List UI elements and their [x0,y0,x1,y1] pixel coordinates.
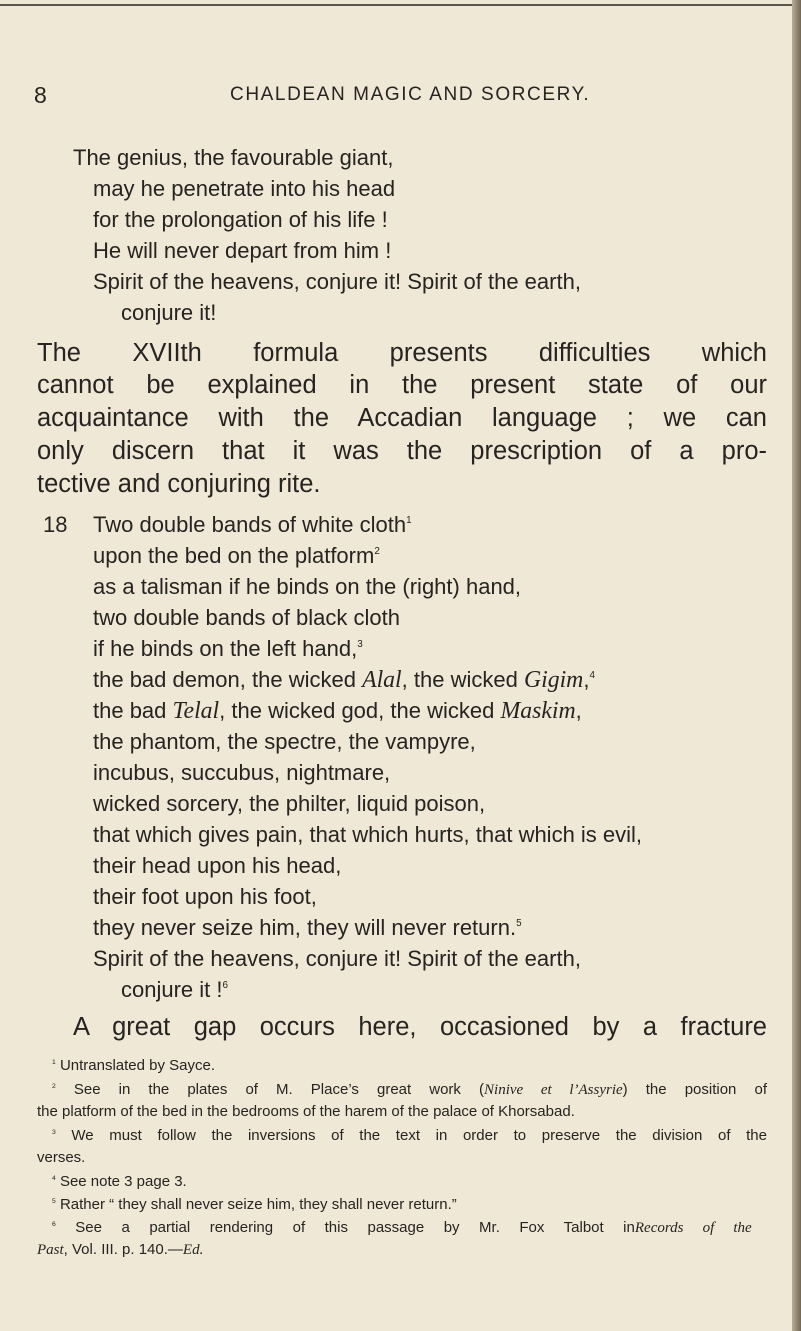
footnote-ref: 1 [406,515,412,527]
footnote: $^3$ We must follow the inversions of the text in order to preserve the division of the [52,1127,767,1144]
footnote-continued: Past, Vol. III. p. 140.—Ed. [37,1241,204,1258]
verse-line: their head upon his head, [93,853,342,878]
verse-line: the phantom, the spectre, the vampyre, [93,729,476,754]
verse-line: incubus, succubus, nightmare, [93,760,391,785]
verse-line: wicked sorcery, the philter, liquid poison, [93,791,486,816]
footnote-ref: 6 [222,980,228,992]
footnote: $^4$ See note 3 page 3. [52,1173,187,1190]
verse-line: upon the bed on the platform$^2$ [93,543,380,568]
verse-line: Spirit of the heavens, conjure it! Spirit of the earth, [93,269,581,294]
page-edge [792,0,801,1331]
verse-line: as a talisman if he binds on the (right) hand, [93,574,522,599]
page-number: 8 [34,82,47,108]
footnote-continued: the platform of the bed in the bedrooms of the harem of the palace of Khorsabad. [37,1103,575,1120]
verse-line: for the prolongation of his life ! [93,207,388,232]
footnote-ref: 2 [374,546,380,558]
verse-line: they never seize him, they will never return.$^5$ [93,915,522,940]
footnote: $^6$ See a partial rendering of this passage by Mr. Fox Talbot inRecords of the [52,1219,752,1236]
paragraph-line: only discern that it was the prescription of a pro- [37,437,767,465]
verse-line: Two double bands of white cloth$^1$ [93,512,412,537]
closing-paragraph-line: A great gap occurs here, occasioned by a fracture [73,1013,767,1041]
verse-line: conjure it! [121,300,217,325]
footnote-ref: 3 [357,639,363,651]
paragraph-line: tective and conjuring rite. [37,470,321,498]
top-rule [0,4,801,6]
demon-name: Gigim [523,667,584,693]
footnote: $^1$ Untranslated by Sayce. [52,1057,216,1074]
verse-line: Spirit of the heavens, conjure it! Spirit of the earth, [93,946,581,971]
running-title: CHALDEAN MAGIC AND SORCERY. [230,84,591,105]
verse-line: The genius, the favourable giant, [73,145,394,170]
demon-name: Alal [362,667,402,693]
verse-line: conjure it !$^6$ [121,977,228,1002]
verse-line: He will never depart from him ! [93,238,392,263]
verse-line: two double bands of black cloth [93,605,400,630]
footnote: $^5$ Rather “ they shall never seize him, they shall never return.” [52,1196,457,1213]
paragraph-line: cannot be explained in the present state of our [37,371,767,399]
verse-line: that which gives pain, that which hurts, that which is evil, [93,822,643,847]
paragraph-line: The XVIIth formula presents difficulties which [37,339,767,367]
page-header [34,82,754,112]
footnote-ref: 4 [589,670,595,682]
footnote-ref: 5 [516,918,522,930]
verse-number: 18 [43,512,68,537]
footnote: $^2$ See in the plates of M. Place’s great work (Ninive et l’Assyrie) the position of [52,1081,767,1098]
demon-name: Maskim [500,698,576,724]
verse-line: if he binds on the left hand,$^3$ [93,636,363,661]
demon-name: Telal [172,698,220,724]
verse-line: may he penetrate into his head [93,176,396,201]
verse-line: the bad demon, the wicked Alal, the wicked Gigim,$^4$ [93,667,595,693]
verse-line: their foot upon his foot, [93,884,317,909]
footnote-continued: verses. [37,1149,86,1166]
verse-line: the bad Telal, the wicked god, the wicked Maskim, [93,698,582,724]
paragraph-line: acquaintance with the Accadian language ; we can [37,404,767,432]
